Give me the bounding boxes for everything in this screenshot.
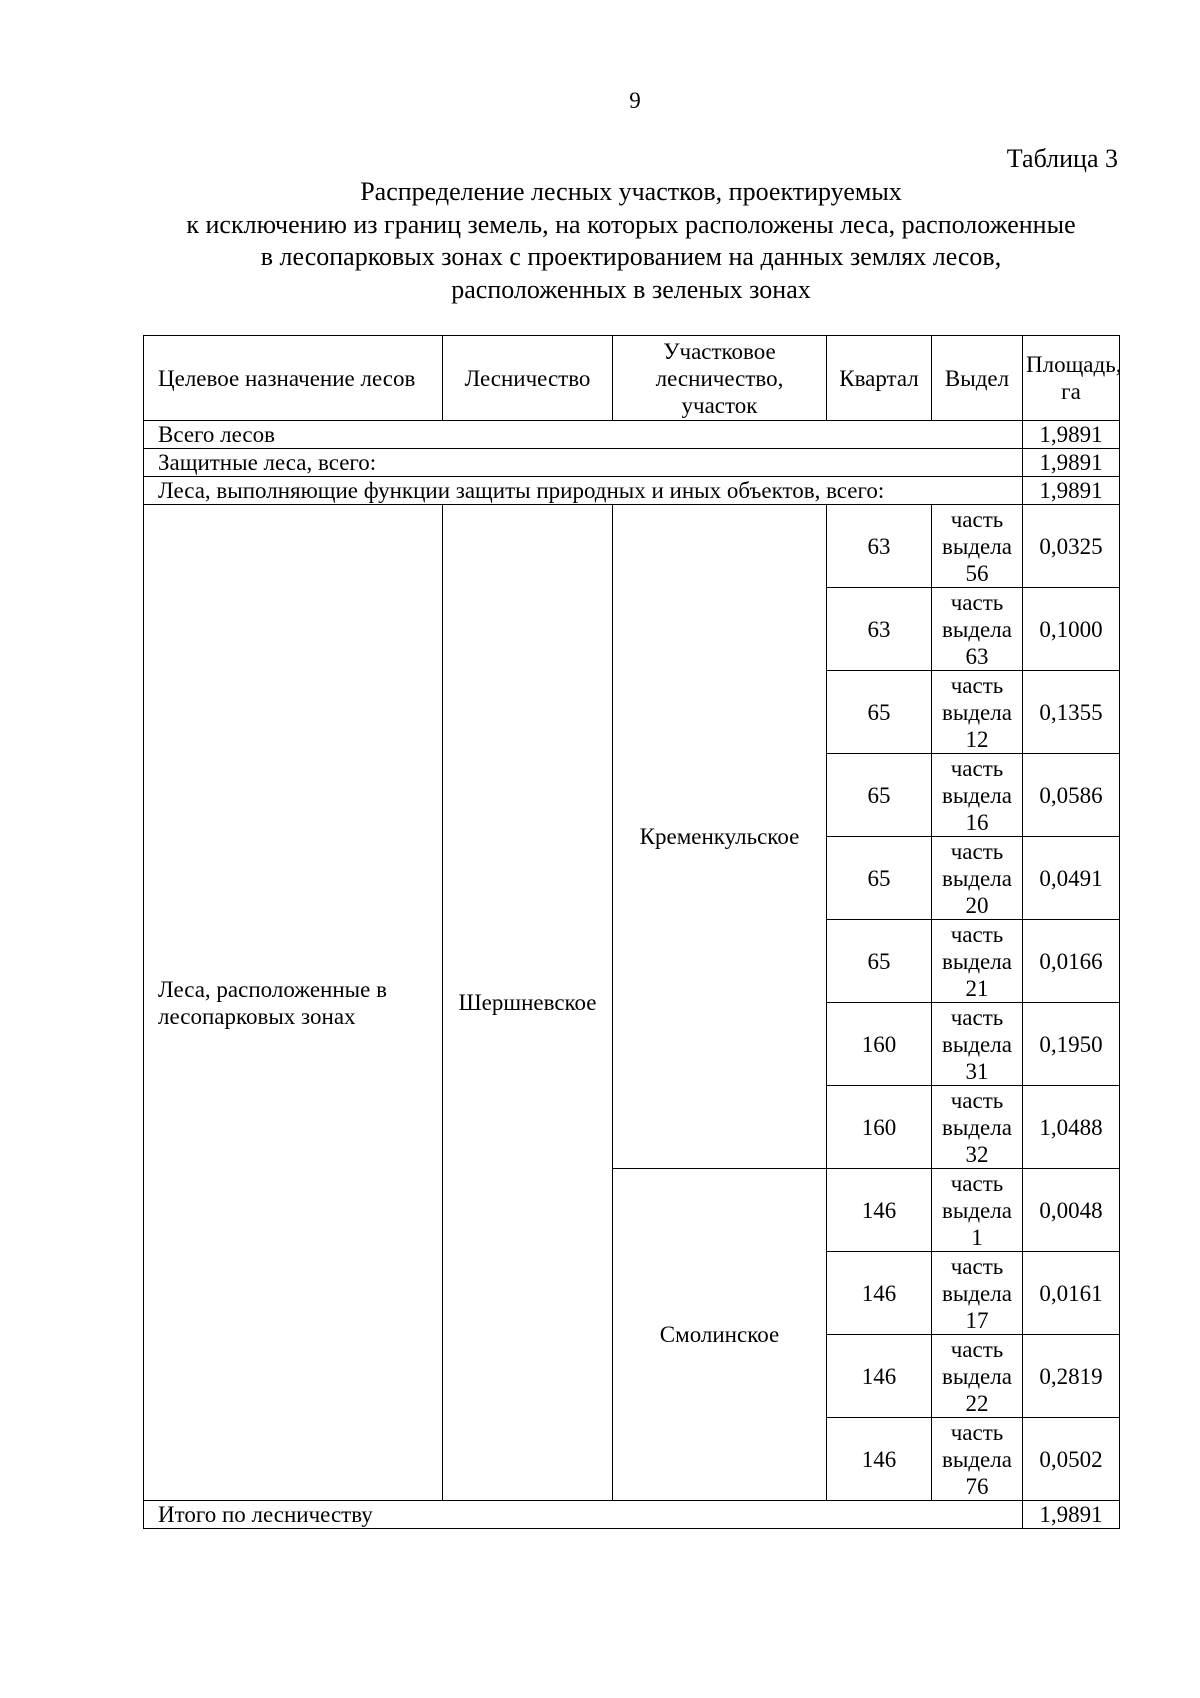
total-row <box>144 1501 1120 1529</box>
district-cell: Смолинское <box>613 1169 827 1501</box>
kvartal-cell: 65 <box>827 754 932 837</box>
table-title <box>143 176 1119 306</box>
vydel-cell: часть выдела 31 <box>932 1003 1023 1086</box>
kvartal-cell: 63 <box>827 588 932 671</box>
kvartal-cell: 146 <box>827 1252 932 1335</box>
summary-label: Леса, выполняющие функции защиты природных и иных объектов, всего: <box>144 477 1023 505</box>
vydel-cell: часть выдела 32 <box>932 1086 1023 1169</box>
area-cell: 0,0586 <box>1023 754 1120 837</box>
vydel-cell: часть выдела 17 <box>932 1252 1023 1335</box>
vydel-cell: часть выдела 20 <box>932 837 1023 920</box>
vydel-cell: часть выдела 56 <box>932 505 1023 588</box>
header-kvartal: Квартал <box>827 336 932 421</box>
total-label: Итого по лесничеству <box>144 1501 1023 1529</box>
header-area: Площадь, га <box>1023 336 1120 421</box>
summary-row <box>144 421 1120 449</box>
kvartal-cell: 146 <box>827 1169 932 1252</box>
header-district: Участковое лесничество, участок <box>613 336 827 421</box>
area-cell: 1,0488 <box>1023 1086 1120 1169</box>
table-label: Таблица 3 <box>1006 144 1118 173</box>
summary-row <box>144 449 1120 477</box>
summary-label: Защитные леса, всего: <box>144 449 1023 477</box>
summary-row <box>144 477 1120 505</box>
vydel-cell: часть выдела 12 <box>932 671 1023 754</box>
forestry-cell: Шершневское <box>443 505 613 1501</box>
table-header-row <box>144 336 1120 421</box>
vydel-cell: часть выдела 63 <box>932 588 1023 671</box>
area-cell: 0,1355 <box>1023 671 1120 754</box>
area-cell: 0,0502 <box>1023 1418 1120 1501</box>
kvartal-cell: 146 <box>827 1335 932 1418</box>
area-cell: 0,0491 <box>1023 837 1120 920</box>
kvartal-cell: 65 <box>827 920 932 1003</box>
total-value: 1,9891 <box>1023 1501 1120 1529</box>
summary-value: 1,9891 <box>1023 421 1120 449</box>
title-line: к исключению из границ земель, на которых расположены леса, расположенные <box>186 209 1076 239</box>
summary-label: Всего лесов <box>144 421 1023 449</box>
kvartal-cell: 160 <box>827 1086 932 1169</box>
district-cell: Кременкульское <box>613 505 827 1169</box>
header-purpose: Целевое назначение лесов <box>144 336 443 421</box>
vydel-cell: часть выдела 21 <box>932 920 1023 1003</box>
title-line: расположенных в зеленых зонах <box>451 274 811 304</box>
kvartal-cell: 63 <box>827 505 932 588</box>
vydel-cell: часть выдела 76 <box>932 1418 1023 1501</box>
kvartal-cell: 160 <box>827 1003 932 1086</box>
summary-value: 1,9891 <box>1023 477 1120 505</box>
area-cell: 0,0325 <box>1023 505 1120 588</box>
area-cell: 0,0166 <box>1023 920 1120 1003</box>
area-cell: 0,1950 <box>1023 1003 1120 1086</box>
kvartal-cell: 65 <box>827 837 932 920</box>
page-number: 9 <box>629 88 641 113</box>
forest-plots-table <box>143 335 1120 1529</box>
purpose-cell: Леса, расположенные в лесопарковых зонах <box>144 505 443 1501</box>
area-cell: 0,1000 <box>1023 588 1120 671</box>
header-vydel: Выдел <box>932 336 1023 421</box>
vydel-cell: часть выдела 22 <box>932 1335 1023 1418</box>
header-forestry: Лесничество <box>443 336 613 421</box>
area-cell: 0,0161 <box>1023 1252 1120 1335</box>
summary-value: 1,9891 <box>1023 449 1120 477</box>
vydel-cell: часть выдела 1 <box>932 1169 1023 1252</box>
title-line: Распределение лесных участков, проектируемых <box>360 177 902 206</box>
title-line: в лесопарковых зонах с проектированием на данных землях лесов, <box>260 242 1002 271</box>
table-row <box>144 505 1120 588</box>
vydel-cell: часть выдела 16 <box>932 754 1023 837</box>
kvartal-cell: 65 <box>827 671 932 754</box>
area-cell: 0,0048 <box>1023 1169 1120 1252</box>
area-cell: 0,2819 <box>1023 1335 1120 1418</box>
kvartal-cell: 146 <box>827 1418 932 1501</box>
